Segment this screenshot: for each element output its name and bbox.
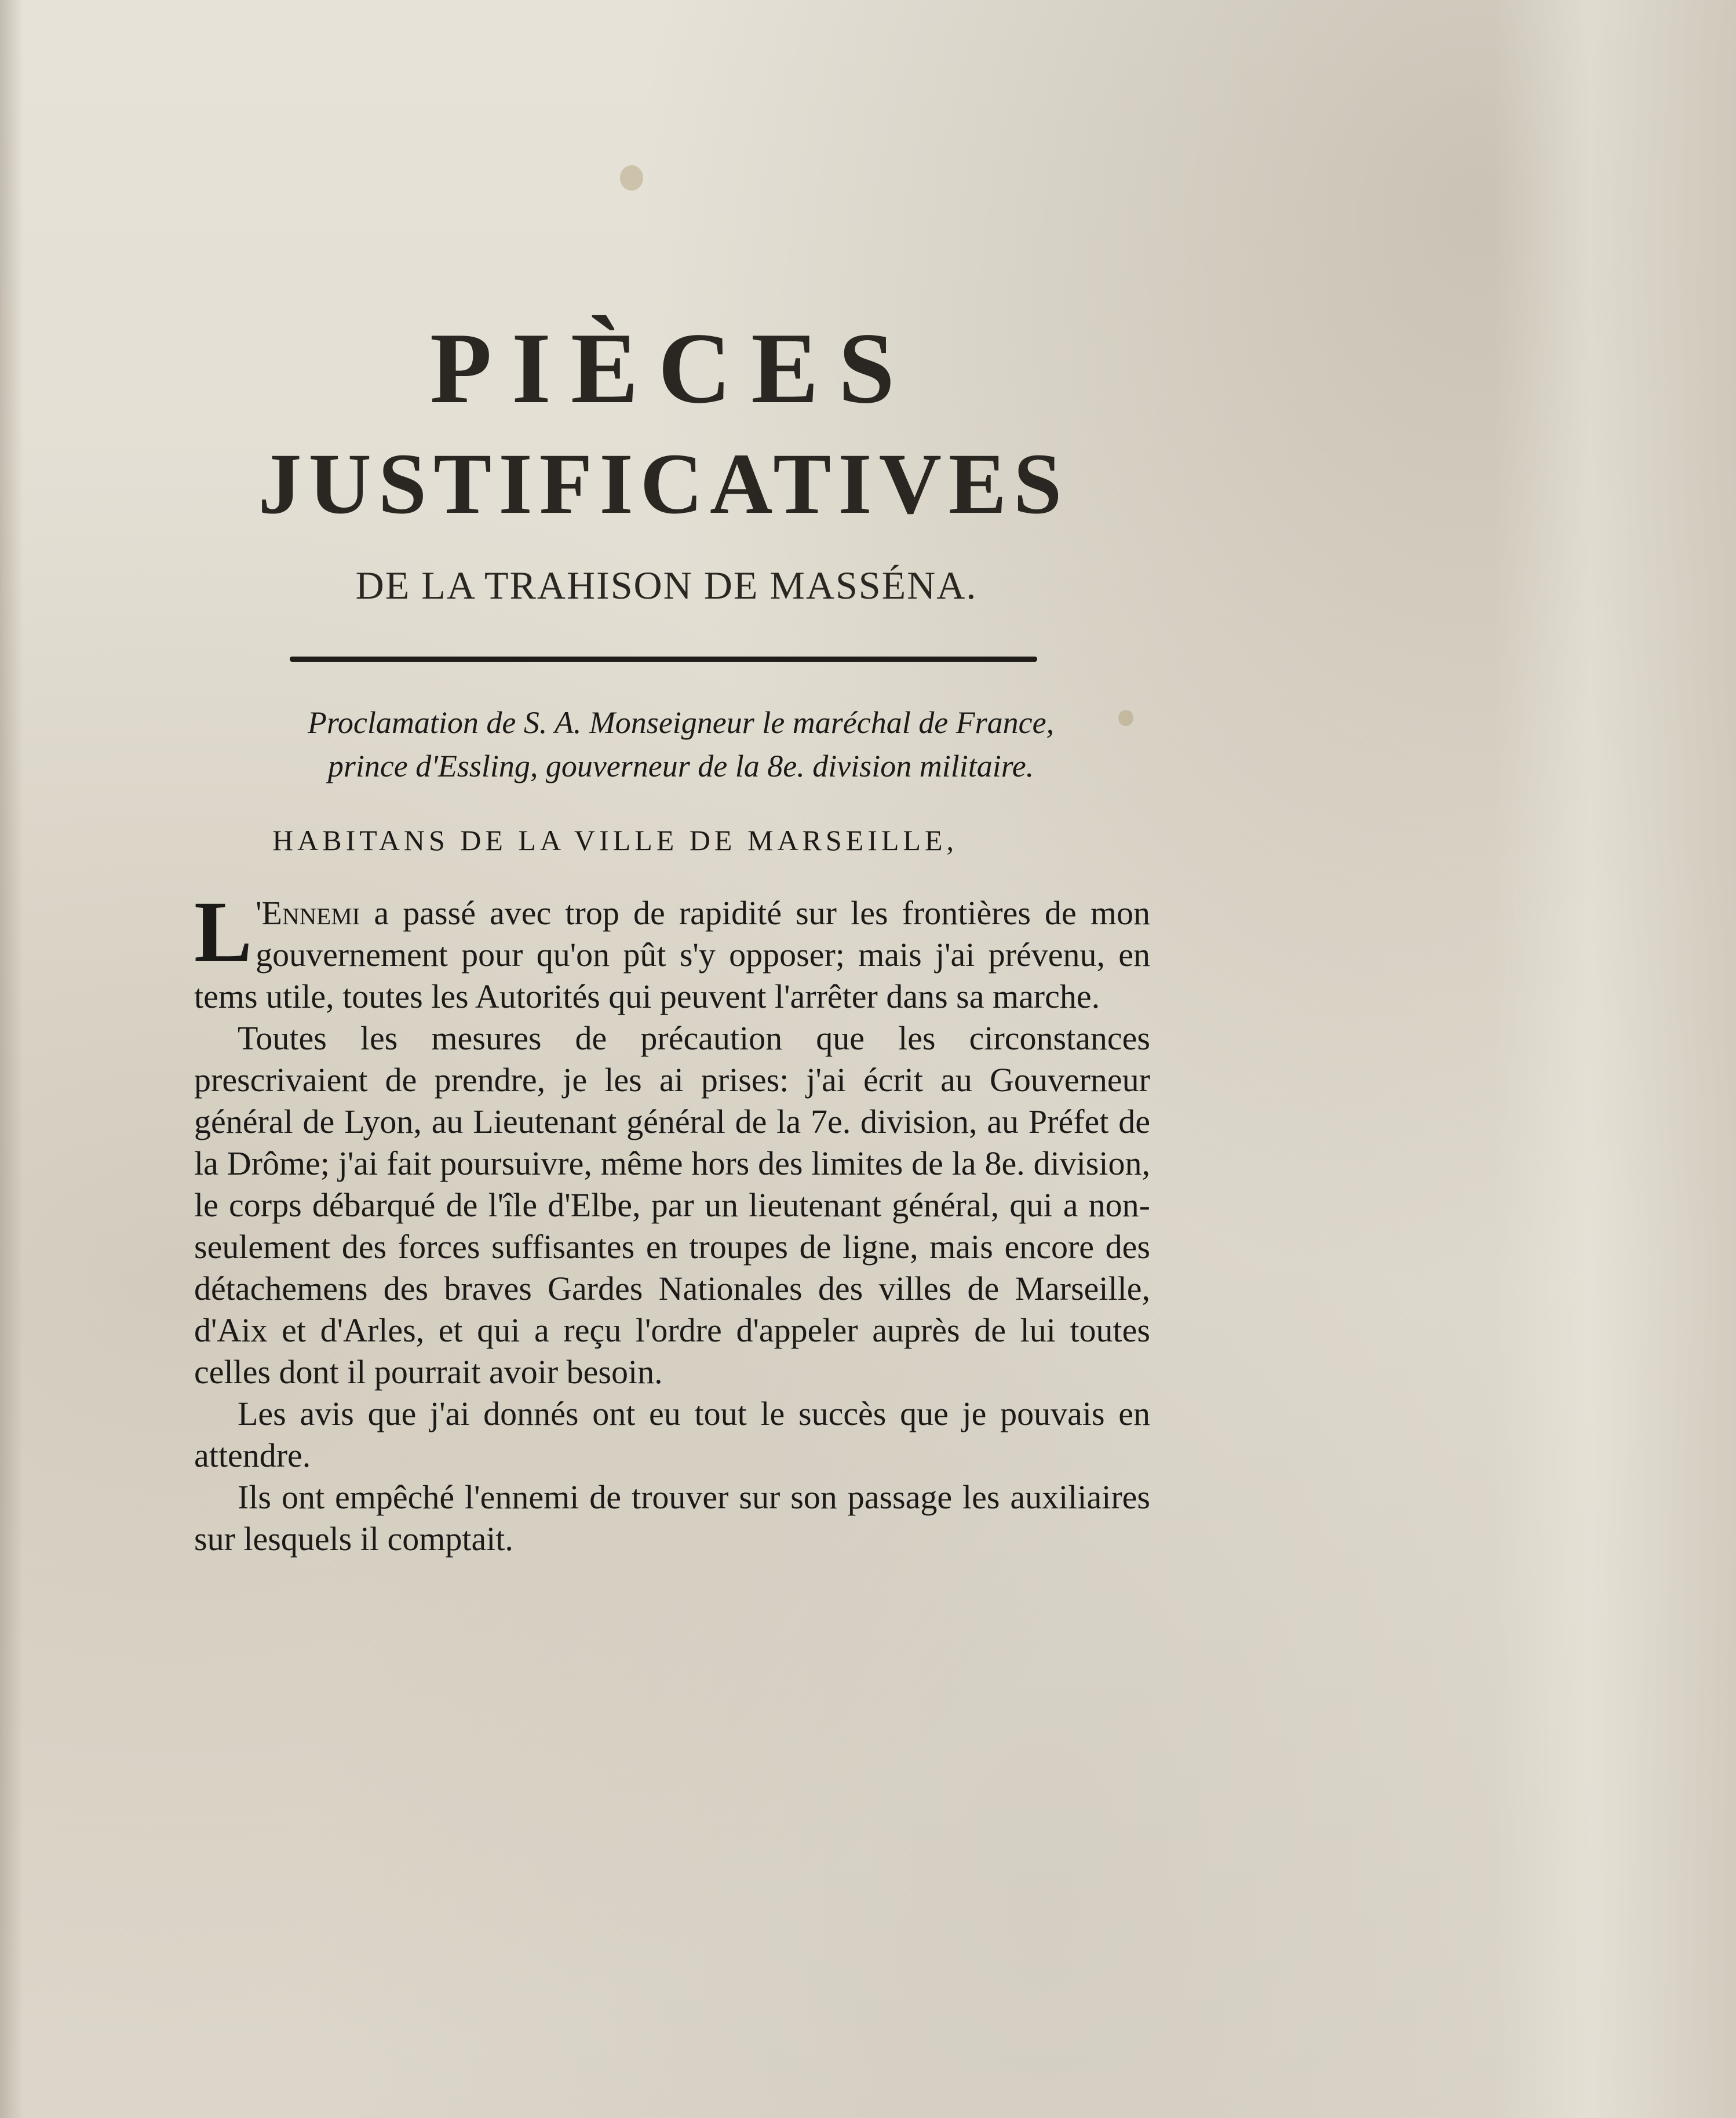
proclamation-line-2: prince d'Essling, gouverneur de la 8e. division militaire. bbox=[327, 749, 1034, 783]
paragraph-3: Les avis que j'ai donnés ont eu tout le succès que je pouvais en attendre. bbox=[194, 1395, 1150, 1474]
paragraph-1 bbox=[194, 884, 1150, 1018]
body-text bbox=[194, 884, 1150, 1560]
paragraph-1-text: a passé avec trop de rapidité sur les frontières de mon gouvernement pour qu'on pût s'y opposer; mais j'ai prévenu, en tems utile, toutes les Autorités qui peuvent l'arrêter dans sa marche. bbox=[194, 894, 1150, 1015]
drop-cap: L bbox=[194, 884, 253, 980]
paper-edge-shadow bbox=[0, 0, 23, 2118]
title-line-3: DE LA TRAHISON DE MASSÉNA. bbox=[355, 563, 978, 607]
proclamation-line-1: Proclamation de S. A. Monseigneur le maréchal de France, bbox=[307, 705, 1055, 740]
paragraph-2: Toutes les mesures de précaution que les circonstances prescrivaient de prendre, je les ai prises: j'ai écrit au Gouverneur général de Lyon, au Lieutenant général de la 7e. division, au Préfet de la Drôme; j'ai fait poursuivre, même hors des limites de la 8e. division, le corps débarqué de l'île d'Elbe, par un lieutenant général, qui a non-seulement des forces suffisantes en troupes de ligne, mais encore des détachemens des braves Gardes Nationales des villes de Marseille, d'Aix et d'Arles, et qui a reçu l'ordre d'appeler auprès de lui toutes celles dont il pourrait avoir besoin. bbox=[194, 1019, 1150, 1391]
first-word: 'Ennemi bbox=[256, 894, 360, 932]
proclamation-heading bbox=[188, 701, 1173, 788]
foxing-stain bbox=[620, 165, 643, 191]
address-line: HABITANS DE LA VILLE DE MARSEILLE, bbox=[272, 824, 958, 856]
paragraph-4: Ils ont empêché l'ennemi de trouver sur son passage les auxiliaires sur lesquels il comptait. bbox=[194, 1478, 1150, 1558]
title-rule bbox=[290, 657, 1037, 662]
title-line-1: PIÈCES bbox=[429, 312, 915, 424]
paper-fold-shading bbox=[1493, 0, 1736, 2118]
title-line-2: JUSTIFICATIVES bbox=[258, 436, 1069, 532]
